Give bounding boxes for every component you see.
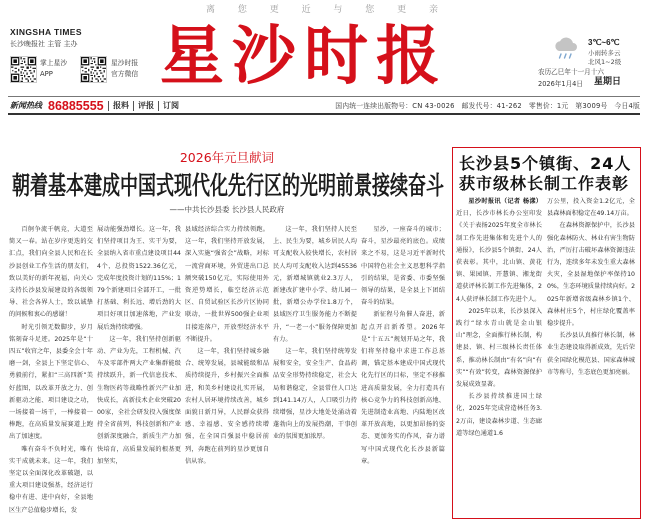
dateline: 星沙时报讯（记者 杨漾）	[468, 198, 542, 205]
link-subscribe: 订阅	[158, 101, 183, 111]
news-box-paragraph	[456, 196, 542, 306]
news-box-paragraph: 长沙县认真推行林长制，林业生态建设取得新成效，先后荣获全国绿化模范县、国家森林城市等称号，生态底色更加亮丽。	[547, 332, 635, 376]
article-paragraph: 百舸争流千帆竞，大道至简又一春。站在岁序更迭的交汇点，我们向全县人民和在长沙县创业工作生活的朋友们，致以美好的新年祝福，向关心支持长沙县发展建设的各级领导、社会各界人士，致以诚挚的问候和衷心的感谢！	[9, 226, 93, 319]
qr-code-app	[10, 56, 37, 83]
qr-label-line: 星沙时报	[111, 59, 139, 67]
hotline-number: 86885555	[48, 99, 104, 113]
hotline-label: 新闻热线	[10, 101, 42, 110]
publisher-line: 长沙晚报社 主管 主办	[10, 40, 78, 48]
link-tip-off: 报料	[108, 101, 133, 111]
weekday: 星期日	[594, 77, 622, 87]
publication-info: 国内统一连续出版物号：CN 43-0026 邮发代号：41-262 零售价：1元 第3009号 今日4版	[335, 102, 640, 110]
lunar-date: 农历乙巳年十一月十六	[538, 68, 604, 76]
weather-temperature: 3℃~6℃	[588, 38, 620, 47]
article-column	[97, 224, 181, 518]
article-column	[273, 224, 357, 518]
article-paragraph: 唯有奋斗不负时光，唯有实干成就未来。这一年，我们坚定以全面深化改革破题，以重大项目建设强基，经济运行稳中有进、进中向好，全县地区生产总值稳步增长，发	[9, 445, 93, 514]
news-box-headline-line: 长沙县5个镇街、24人	[459, 154, 632, 173]
masthead-tagline: 离 您 更 近 与 您 更 亲	[205, 5, 445, 15]
english-name: XINGSHA TIMES	[10, 27, 82, 37]
news-box-column	[547, 196, 635, 515]
weather-wind: 北风1~2级	[588, 58, 622, 66]
news-box-paragraph: 万公里，投入资金1.2亿元，全县森林面积稳定在49.14万亩。	[547, 198, 635, 218]
paragraph-text: 近日，长沙市林长办公室印发《关于表扬2025年度全市林长制工作先进集体和先进个人的通报》，长沙县5个镇街、24人获表彰。其中，北山镇、黄花镇、果园镇、开慧镇、湘龙街道获评林长制工作先进集体，24人获评林长制工作先进个人。	[456, 210, 542, 303]
article-kicker: 2026年元旦献词	[179, 150, 275, 165]
info-bar-rule	[8, 113, 640, 115]
newspaper-title: 星沙时报	[160, 20, 448, 94]
masthead-divider	[8, 96, 640, 97]
article-paragraph: 时光引领无数脚步，岁月铭刻奋斗足迹。2025年是“十四五”收官之年，县委全会十年磨一剑，全县上下坚定信心、勇毅前行，紧扣“三高四新”美好蓝图，以改革开放之力、创新驱动之能、项目建设之功，一场接着一场干，一棒接着一棒跑，在高质量发展赛道上跑出了加速度。	[9, 323, 93, 441]
qr-label-line: 掌上星沙	[40, 59, 68, 67]
news-box-column	[456, 196, 542, 515]
article-paragraph: 这一年，我们坚持城乡融合、统筹发展，县城能级和品质持续提升，乡村振兴全面推进，和美乡村建设扎实开展，农村人居环境持续改善，城乡面貌日新月异，人民群众获得感、幸福感、安全感持续增强，在全国百强县中稳居前列，奔跑在前列的星沙更加自信从容。	[185, 348, 269, 465]
qr-label-wechat	[111, 58, 138, 80]
news-box-paragraph: 在森林资源保护中，长沙县强化森林防火、林业有害生物防治，严厉打击破坏森林资源违法行为，连续多年未发生重大森林火灾，全县湿地保护率保持100%，生态环境质量持续向好。2025年新增省级森林乡镇1个、森林村庄5个，村庄绿化覆盖率稳步提升。	[547, 222, 635, 328]
service-links	[108, 101, 183, 111]
news-box-headline-line: 获市级林长制工作表彰	[459, 174, 630, 193]
article-column	[9, 224, 93, 518]
article-paragraph: 展动能强劲增长。这一年，我们坚持项目为王、实干为要，全县纳入省市重点建设项目444个，总投资1522.36亿元，完成年度投资计划的115%；179个新建项目全部开工，一批打基础、利长远、增后劲的大项目好项目加速落地，产业发展后劲持续增强。	[97, 226, 181, 331]
article-byline: ——中共长沙县委 长沙县人民政府	[169, 205, 285, 214]
weather-condition: 小雨转多云	[588, 49, 621, 57]
link-review: 评报	[133, 101, 158, 111]
article-paragraph: 新征程号角催人奋进，新起点开启新希望。2026年是“十五五”规划开局之年，我们将坚持稳中求进工作总基调，锚定基本建成中国式现代化先行区的目标，坚定不移推进高质量发展，全力打造具有核心竞争力的科技创新高地、先进制造业高地、内陆地区改革开放高地，以更加昂扬的姿态、更加务实的作风，奋力谱写中国式现代化长沙县新篇章。	[361, 311, 445, 465]
rain-cloud-icon	[552, 36, 580, 60]
qr-code-wechat	[80, 56, 107, 83]
qr-label-line: APP	[40, 70, 53, 78]
qr-code-icon	[81, 57, 106, 82]
news-box-paragraph: 2025年以来，长沙县深入践行“绿水青山就是金山银山”理念，全面推行林长制，构建县、镇、村三级林长责任体系，推动林长制由“有名”向“有实”“有效”转变，森林资源保护发展成效显著。	[456, 307, 542, 389]
qr-label-app	[40, 58, 67, 80]
qr-label-line: 官方微信	[111, 70, 139, 78]
article-paragraph: 这一年，我们坚持创新驱动、产业为先，工程机械、汽车及零部件两大产业集群能级持续跃升，新一代信息技术、生物医药等战略性新兴产业加快成长，高新技术企业突破2000家，全社会研发投入强度保持全省前列，科技创新和产业创新深度融合，新质生产力加快培育，高质量发展的根基更加坚实，	[97, 335, 181, 465]
article-column	[185, 224, 269, 518]
article-paragraph: 这一年，我们坚持统筹发展和安全，安全生产、食品药品安全形势持续稳定，社会大局和谐稳定，全县常住人口达到141.14万人，人口吸引力持续增强，星沙大地处处涌动着蓬勃向上的发展热潮，干事创业的氛围更加浓厚。	[273, 348, 357, 441]
article-column	[361, 224, 445, 518]
issue-date: 2026年1月4日	[538, 80, 583, 88]
article-paragraph: 这一年，我们坚持人民至上、民生为要，城乡居民人均可支配收入较快增长，农村居民人均可支配收入达到45536元，新增城镇就业2.3万人，新建改扩建中小学、幼儿园一批，新增公办学位1.8万个，县域医疗卫生服务能力不断提升，“一老一小”服务保障更加有力。	[273, 226, 357, 343]
news-box-forestry	[452, 147, 641, 519]
news-box-paragraph: 长沙县持续推进国土绿化，2025年完成营造林任务3.2万亩，建设森林步道、生态廊道等绿色通道1.6	[456, 393, 542, 437]
article-paragraph: 县域经济综合实力持续领跑。这一年，我们坚持开放发展，深入实施“强省会”战略，对标一流营商环境，外贸进出口总额突破150亿元，实际使用外资逆势增长，临空经济示范区、自贸试验区长沙片区协同联动，一批世界500强企业项目接连落户，开放型经济水平不断提升。	[185, 226, 269, 343]
article-headline: 朝着基本建成中国式现代化先行区的光明前景接续奋斗	[12, 171, 444, 201]
article-paragraph: 星沙，一座奋斗的城市；奋斗，星沙最亮的底色。成绩来之不易，这是习近平新时代中国特色社会主义思想科学指引的结果，是省委、市委坚强领导的结果，是全县上下团结奋斗的结果。	[361, 226, 445, 307]
qr-code-icon	[11, 57, 36, 82]
